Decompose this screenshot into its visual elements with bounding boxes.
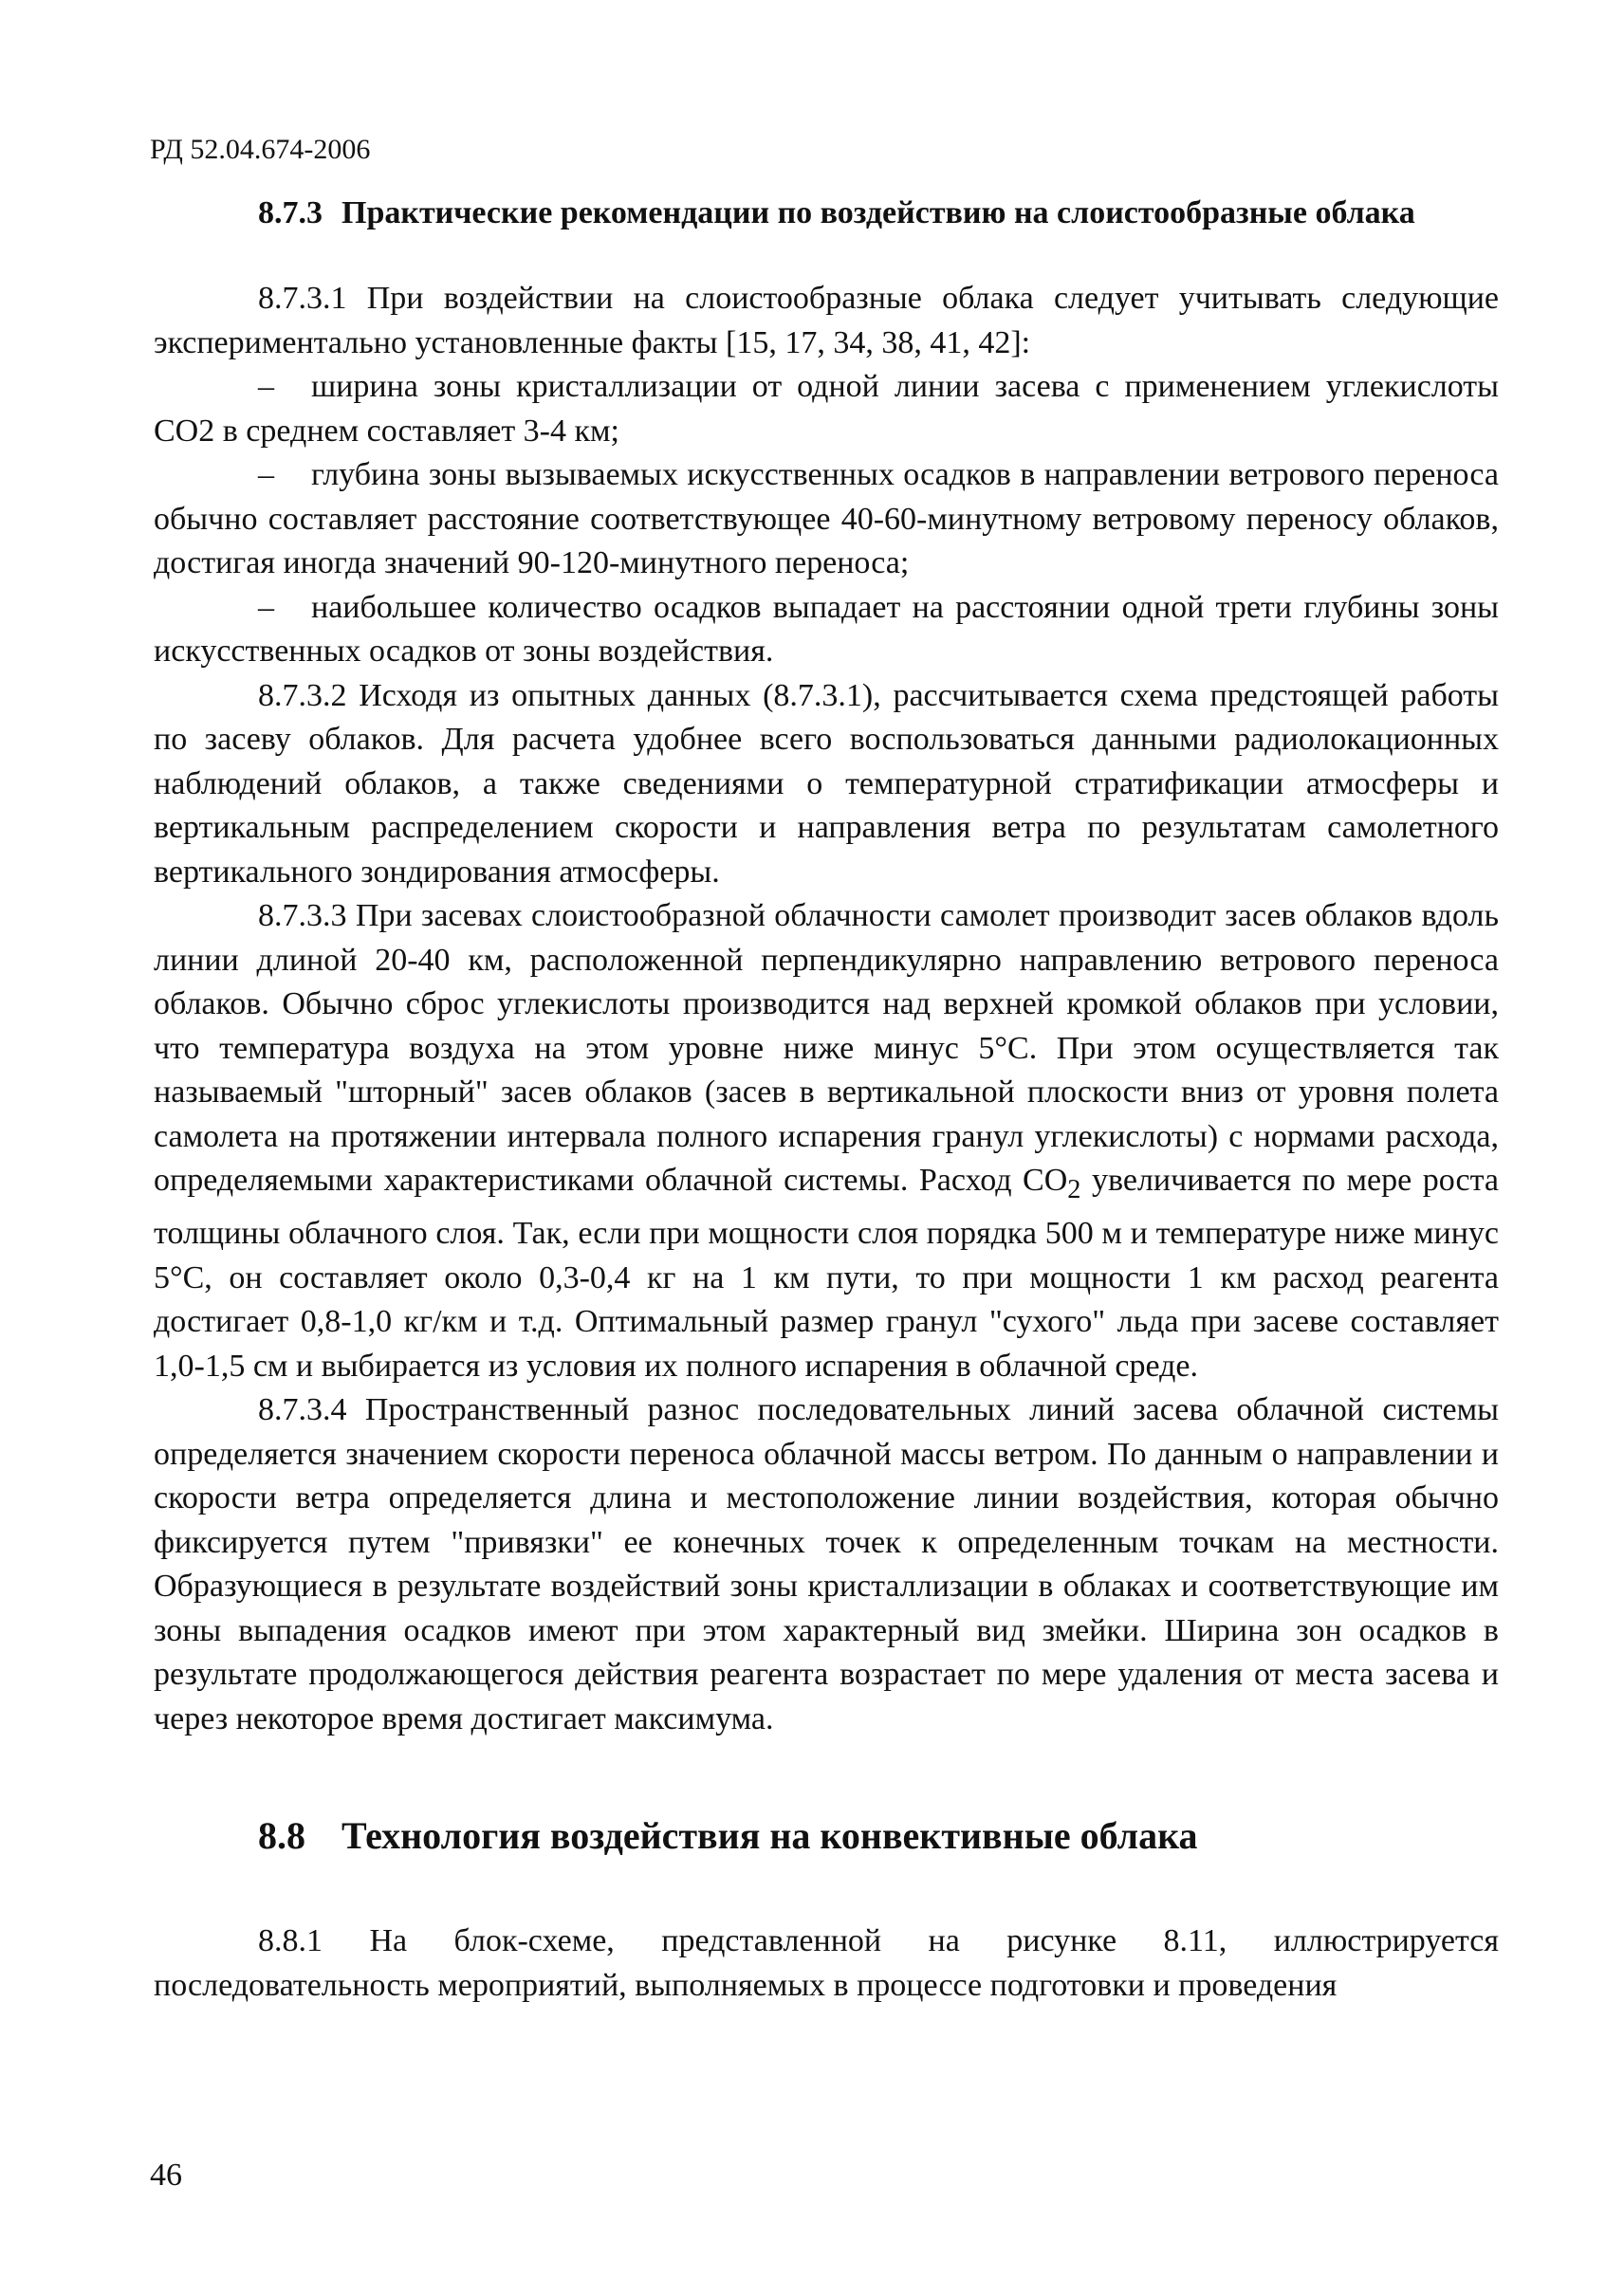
paragraph-8-8-1: 8.8.1 На блок-схеме, представленной на рисунке 8.11, иллюстрируется последовательность мероприятий, выполняемых в процессе подготовки и проведения (154, 1923, 1499, 2003)
paragraph-text-part: увеличивается по мере роста толщины облачного слоя. Так, если при мощности слоя порядка 500 м и температуре ниже минус 5°С, он составляет около 0,3-0,4 кг на 1 км пути, то при мощности 1 км расход реагента достигает 0,8-1,0 кг/км и т.д. Оптимальный размер гранул "сухого" льда при засеве составляет 1,0-1,5 см и выбирается из условия их полного испарения в облачной среде. (154, 1163, 1499, 1384)
list-item-text: глубина зоны вызываемых искусственных осадков в направлении ветрового переноса обычно составляет расстояние соответствующее 40-60-минутному ветровому переносу облаков, достигая иногда значений 90-120-минутного переноса; (154, 457, 1499, 580)
co2-subscript: 2 (1067, 1174, 1081, 1204)
paragraph-8-7-3-2: 8.7.3.2 Исходя из опытных данных (8.7.3.1), рассчитывается схема предстоящей работы по засеву облаков. Для расчета удобнее всего воспользоваться данными радиолокационных наблюдений облаков, а также сведениями о температурной стратификации атмосферы и вертикальным распределением скорости и направления ветра по результатам самолетного вертикального зондирования атмосферы. (154, 677, 1499, 890)
paragraph-8-7-3-3 (154, 894, 1499, 1388)
document-code-header: РД 52.04.674-2006 (150, 134, 371, 165)
section-number: 8.7.3 (258, 195, 323, 230)
section-heading-8-8 (154, 1811, 1499, 1861)
section-title: Технология воздействия на конвективные облака (341, 1814, 1198, 1858)
section-number: 8.8 (258, 1814, 305, 1858)
paragraph-8-7-3-1: 8.7.3.1 При воздействии на слоистообразные облака следует учитывать следующие экспериментально установленные факты [15, 17, 34, 38, 41, 42]: (154, 281, 1499, 360)
list-item (154, 365, 1499, 453)
page-content (154, 190, 1499, 2008)
section-heading-8-7-3 (154, 190, 1499, 237)
dash-bullet-icon: – (258, 457, 274, 492)
dash-bullet-icon: – (258, 369, 274, 404)
list-item (154, 586, 1499, 674)
paragraph-text-part: 8.7.3.3 При засевах слоистообразной облачности самолет производит засев облаков вдоль линии длиной 20-40 км, расположенной перпендикулярно направлению ветрового переноса облаков. Обычно сброс углекислоты производится над верхней кромкой облаков при условии, что температура воздуха на этом уровне ниже минус 5°С. При этом осуществляется так называемый "шторный" засев облаков (засев в вертикальной плоскости вниз от уровня полета самолета на протяжении интервала полного испарения гранул углекислоты) с нормами расхода, определяемыми характеристиками облачной системы. Расход СО (154, 898, 1499, 1198)
page-number: 46 (150, 2158, 182, 2193)
list-item (154, 453, 1499, 586)
section-title: Практические рекомендации по воздействию на слоистообразные облака (341, 195, 1415, 230)
list-item-text: наибольшее количество осадков выпадает на расстоянии одной трети глубины зоны искусственных осадков от зоны воздействия. (154, 589, 1499, 669)
list-item-text: ширина зоны кристаллизации от одной линии засева с применением углекислоты СО2 в среднем составляет 3-4 км; (154, 369, 1499, 449)
paragraph-8-7-3-4: 8.7.3.4 Пространственный разнос последовательных линий засева облачной системы определяется значением скорости переноса облачной массы ветром. По данным о направлении и скорости ветра определяется длина и местоположение линии воздействия, которая обычно фиксируется путем "привязки" ее конечных точек к определенным точкам на местности. Образующиеся в результате воздействий зоны кристаллизации в облаках и соответствующие им зоны выпадения осадков имеют при этом характерный вид змейки. Ширина зон осадков в результате продолжающегося действия реагента возрастает по мере удаления от места засева и через некоторое время достигает максимума. (154, 1392, 1499, 1736)
dash-bullet-icon: – (258, 589, 274, 625)
